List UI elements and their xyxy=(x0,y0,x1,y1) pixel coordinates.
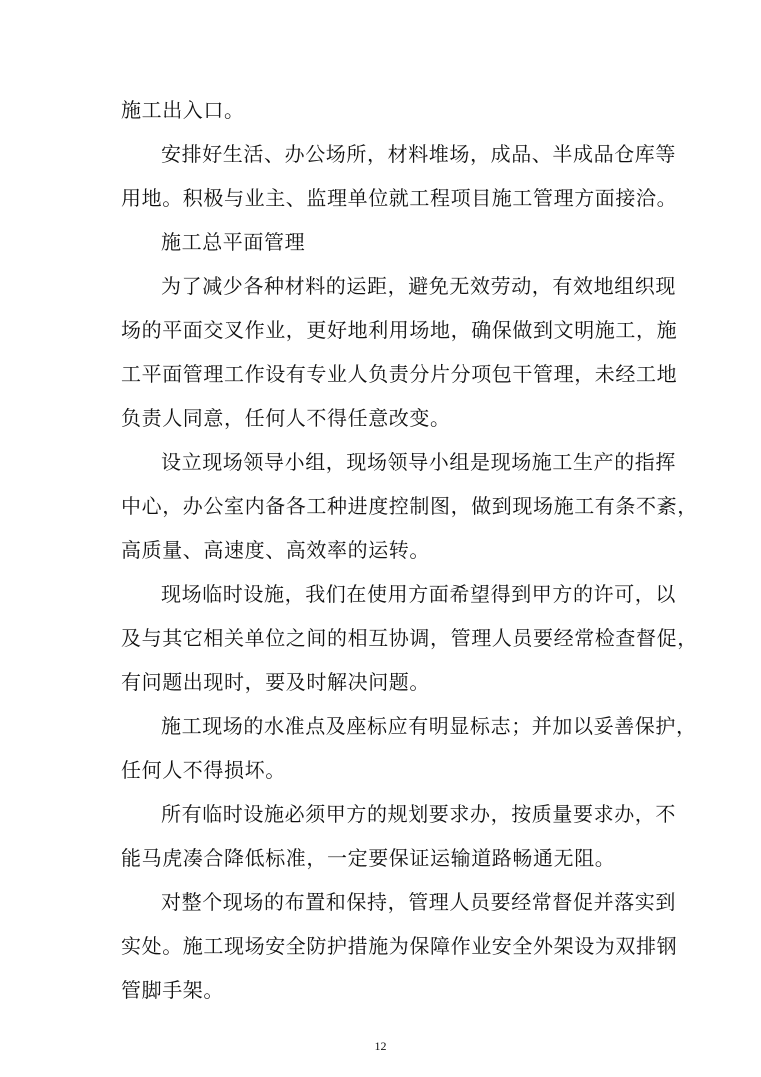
text-line: 管脚手架。 xyxy=(121,978,224,1002)
text-line: 高质量、高速度、高效率的运转。 xyxy=(121,538,430,562)
text-line: 施工现场的水准点及座标应有明显标志；并加以妥善保护， xyxy=(161,714,697,738)
text-line: 对整个现场的布置和保持，管理人员要经常督促并落实到 xyxy=(161,890,676,914)
text-line: 用地。积极与业主、监理单位就工程项目施工管理方面接洽。 xyxy=(121,186,678,210)
text-line: 实处。施工现场安全防护措施为保障作业安全外架设为双排钢 xyxy=(121,934,678,958)
text-line: 安排好生活、办公场所，材料堆场，成品、半成品仓库等 xyxy=(161,142,676,166)
text-line: 现场临时设施，我们在使用方面希望得到甲方的许可，以 xyxy=(161,582,676,606)
text-line: 能马虎凑合降低标准，一定要保证运输道路畅通无阻。 xyxy=(121,846,616,870)
section-heading: 施工总平面管理 xyxy=(161,230,306,254)
text-line: 所有临时设施必须甲方的规划要求办，按质量要求办，不 xyxy=(161,802,676,826)
text-line: 为了减少各种材料的运距，避免无效劳动，有效地组织现 xyxy=(161,274,676,298)
text-line: 及与其它相关单位之间的相互协调，管理人员要经常检查督促， xyxy=(121,626,698,650)
page-number: 12 xyxy=(374,1039,387,1053)
document-body xyxy=(121,88,698,1012)
text-line: 场的平面交叉作业，更好地利用场地，确保做到文明施工，施 xyxy=(121,318,678,342)
text-line: 有问题出现时，要及时解决问题。 xyxy=(121,670,430,694)
text-line: 设立现场领导小组，现场领导小组是现场施工生产的指挥 xyxy=(161,450,676,474)
text-line: 中心，办公室内备各工种进度控制图，做到现场施工有条不紊， xyxy=(121,494,698,518)
text-line: 工平面管理工作设有专业人负责分片分项包干管理，未经工地 xyxy=(121,362,678,386)
text-line: 施工出入口。 xyxy=(121,98,245,122)
text-line: 任何人不得损坏。 xyxy=(121,758,286,782)
text-line: 负责人同意，任何人不得任意改变。 xyxy=(121,406,451,430)
